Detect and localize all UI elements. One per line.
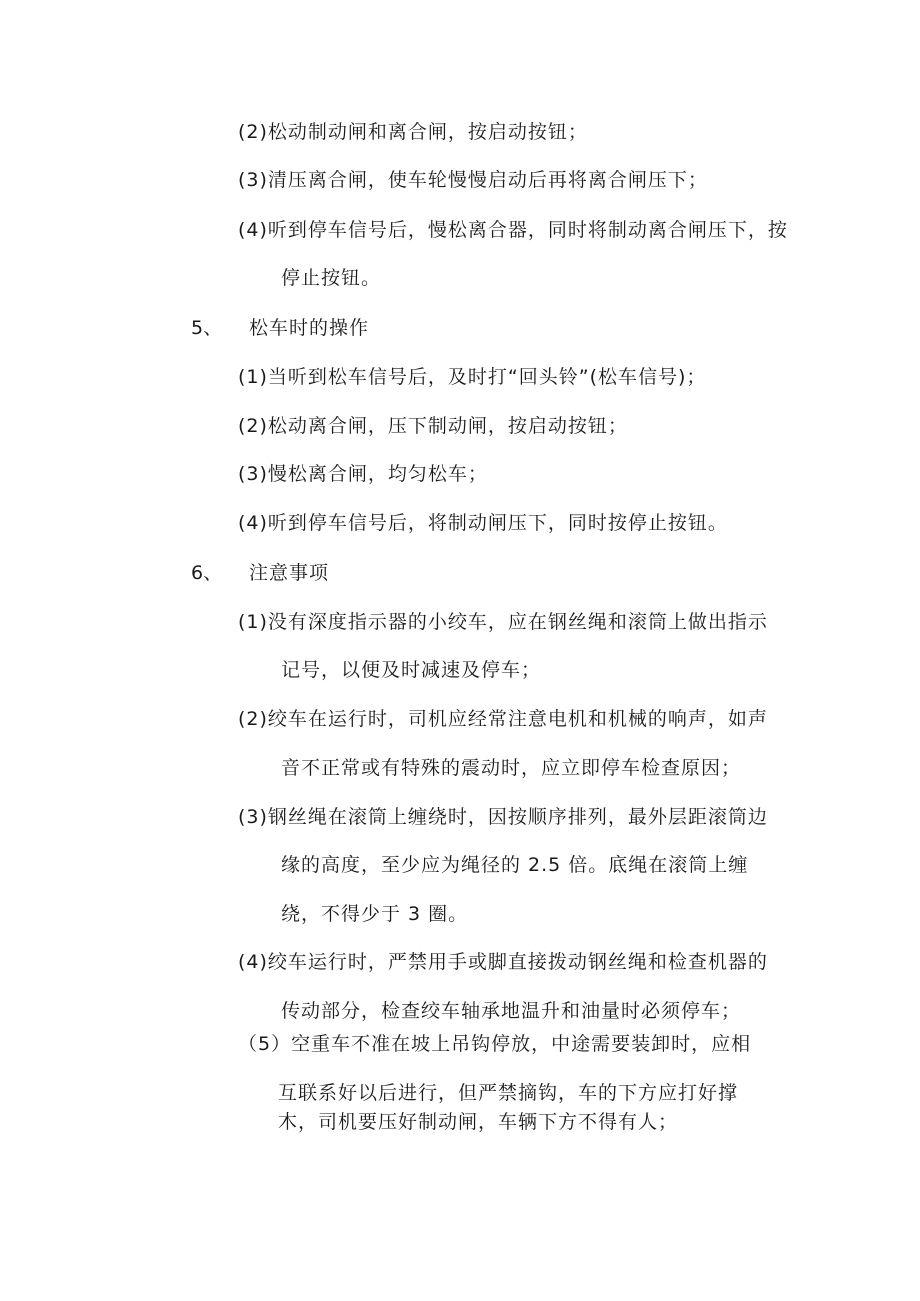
list-item-line: (4)绞车运行时，严禁用手或脚直接拨动钢丝绳和检查机器的 bbox=[238, 951, 768, 973]
list-item-line: 木，司机要压好制动闸，车辆下方不得有人； bbox=[278, 1111, 679, 1133]
list-item-line: 传动部分，检查绞车轴承地温升和油量时必须停车； bbox=[281, 1000, 742, 1022]
list-item-line: (2)松动制动闸和离合闸，按启动按钮； bbox=[238, 121, 588, 143]
list-item-line: (3)钢丝绳在滚筒上缠绕时，因按顺序排列，最外层距滚筒边 bbox=[238, 806, 768, 828]
list-item-line: (2)绞车在运行时，司机应经常注意电机和机械的响声，如声 bbox=[238, 708, 768, 730]
list-item-line: (1)没有深度指示器的小绞车，应在钢丝绳和滚筒上做出指示 bbox=[238, 611, 768, 633]
section-number: 6、 bbox=[191, 562, 223, 584]
list-item-line: 缘的高度，至少应为绳径的 2.5 倍。底绳在滚筒上缠 bbox=[281, 854, 749, 876]
list-item-line: (3)清压离合闸，使车轮慢慢启动后再将离合闸压下； bbox=[238, 169, 708, 191]
section-title: 注意事项 bbox=[249, 562, 330, 584]
list-item-line: 互联系好以后进行，但严禁摘钩，车的下方应打好撑 bbox=[278, 1082, 739, 1104]
list-item-line: (4)听到停车信号后，慢松离合器，同时将制动离合闸压下，按 bbox=[238, 219, 788, 241]
list-item-line: (2)松动离合闸，压下制动闸，按启动按钮； bbox=[238, 415, 628, 437]
list-item-line: 音不正常或有特殊的震动时，应立即停车检查原因； bbox=[281, 757, 742, 779]
list-item-line: (4)听到停车信号后，将制动闸压下，同时按停止按钮。 bbox=[238, 512, 728, 534]
section-number: 5、 bbox=[191, 317, 223, 339]
list-item-line: （5）空重车不准在坡上吊钩停放，中途需要装卸时，应相 bbox=[238, 1033, 752, 1055]
list-item-line: 记号，以便及时减速及停车； bbox=[281, 659, 542, 681]
list-item-line: (1)当听到松车信号后，及时打“回头铃”(松车信号)； bbox=[238, 366, 707, 388]
list-item-line: (3)慢松离合闸，均匀松车； bbox=[238, 463, 488, 485]
list-item-line: 绕，不得少于 3 圈。 bbox=[281, 903, 469, 925]
section-title: 松车时的操作 bbox=[249, 317, 370, 339]
list-item-line: 停止按钮。 bbox=[281, 267, 382, 289]
